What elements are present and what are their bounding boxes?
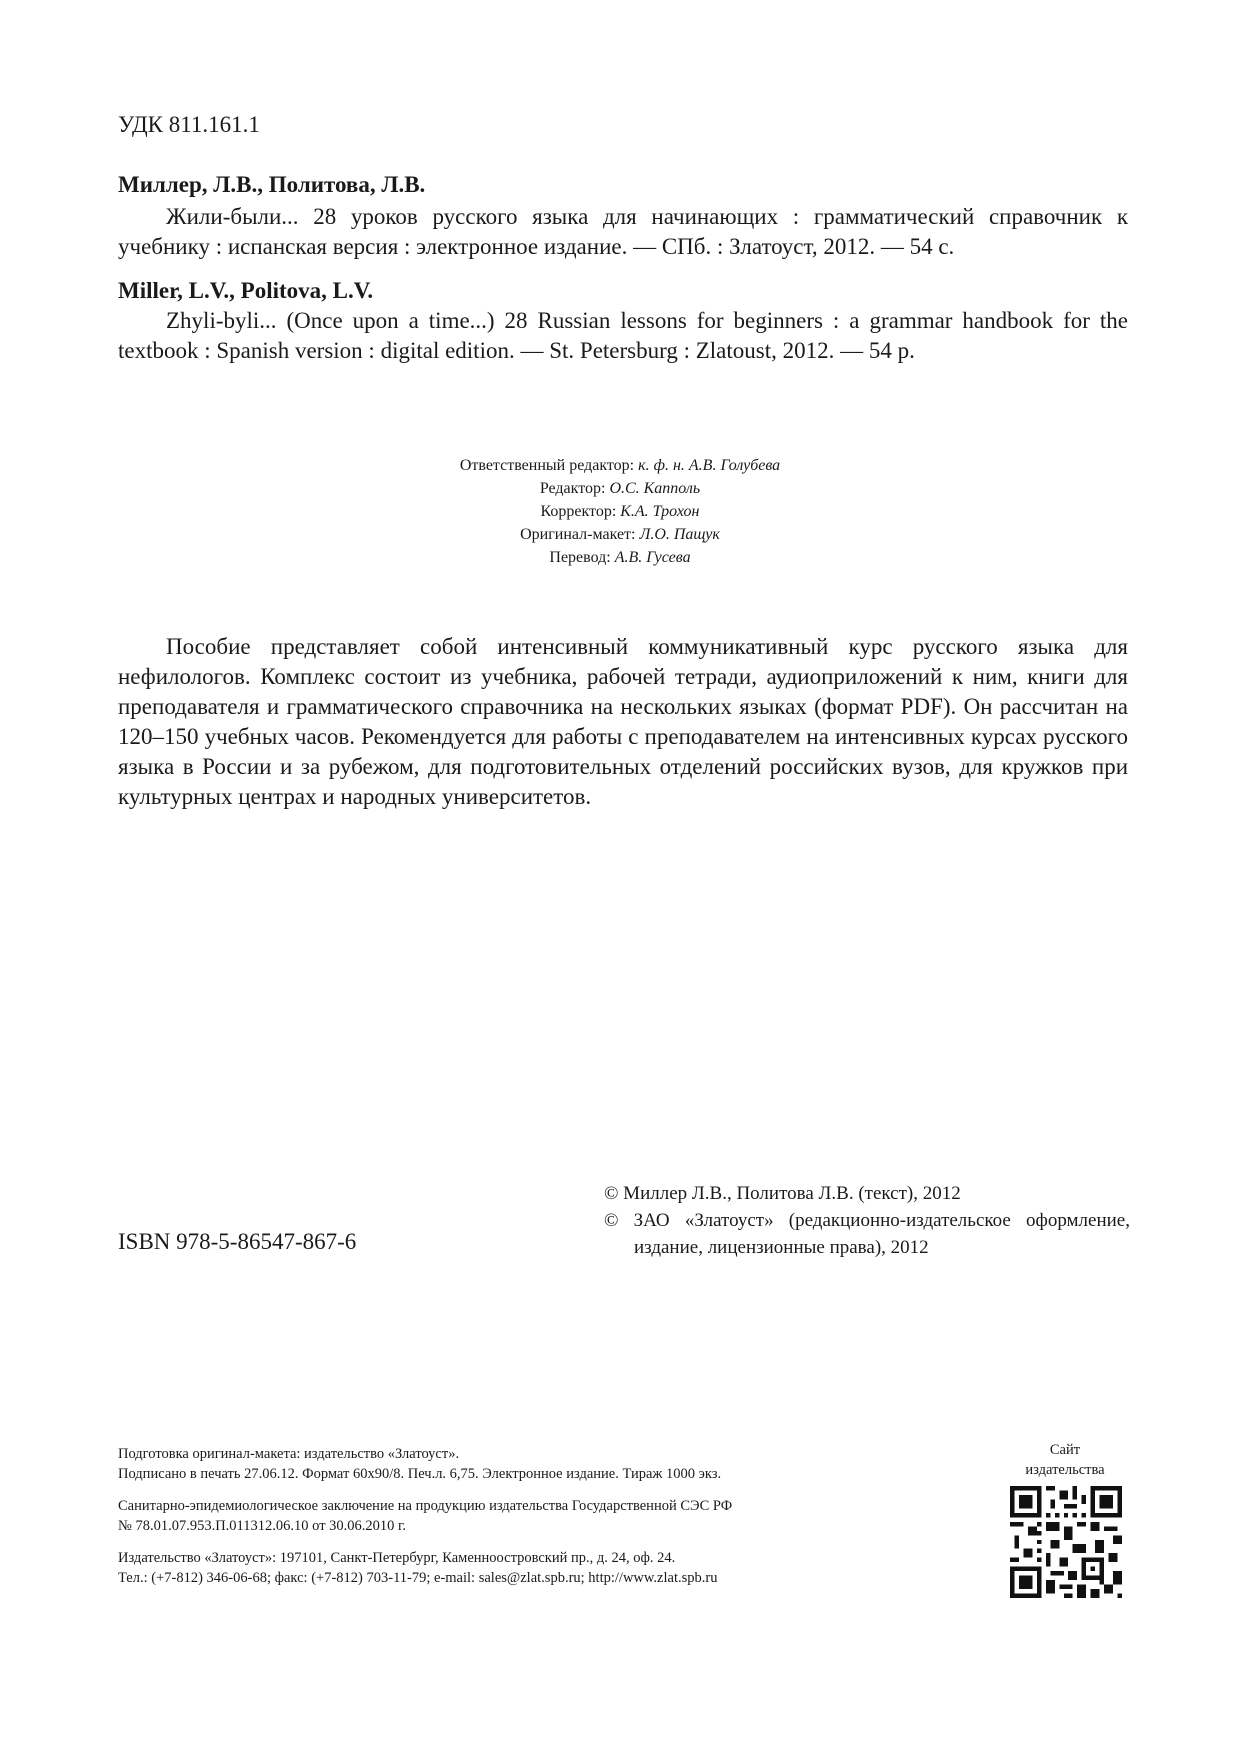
abstract-paragraph: Пособие представляет собой интенсивный коммуникативный курс русского языка для нефилологов. Комплекс состоит из учебника, рабочей тетради, аудиоприложений к ним, книги для преподавателя и грамматического справочника на нескольких языках (формат PDF). Он рассчитан на 120–150 учебных часов. Рекомендуется для работы с преподавателем на интенсивных курсах русского языка в России и за рубежом, для подготовительных отделений российских вузов, для кружков при культурных центрах и народных университетов. (118, 634, 1128, 809)
qr-code-icon[interactable] (1010, 1486, 1122, 1598)
imprint-address: Издательство «Златоуст»: 197101, Санкт-Петербург, Каменноостровский пр., д. 24, оф. 24. (118, 1550, 676, 1566)
authors-ru: Миллер, Л.В., Политова, Л.В. (118, 172, 426, 197)
credit-line: Корректор: К.А. Трохон (540, 503, 700, 520)
copyright-block (604, 1180, 1130, 1261)
credit-line: Оригинал-макет: Л.О. Пащук (520, 526, 720, 543)
bibliographic-entry-en: Zhyli-byli... (Once upon a time...) 28 Russian lessons for beginners : a grammar handbook for the textbook : Spanish version : digital edition. — St. Petersburg : Zlatoust, 2012. — 54 p. (118, 308, 1128, 363)
credits-block (330, 454, 910, 569)
imprint-sanitary-number: № 78.01.07.953.П.011312.06.10 от 30.06.2010 г. (118, 1518, 406, 1534)
udk-code: УДК 811.161.1 (118, 112, 260, 137)
imprint-signed: Подписано в печать 27.06.12. Формат 60x90/8. Печ.л. 6,75. Электронное издание. Тираж 1000 экз. (118, 1466, 722, 1482)
imprint-block (118, 1444, 958, 1600)
bibliographic-entry-ru: Жили-были... 28 уроков русского языка для начинающих : грамматический справочник к учебнику : испанская версия : электронное издание. — СПб. : Златоуст, 2012. — 54 с. (118, 204, 1128, 259)
imprint-sanitary: Санитарно-эпидемиологическое заключение на продукцию издательства Государственной СЭС РФ (118, 1498, 733, 1514)
authors-en: Miller, L.V., Politova, L.V. (118, 278, 374, 303)
credit-line: Ответственный редактор: к. ф. н. А.В. Голубева (459, 457, 781, 474)
copyright-line: © ЗАО «Златоуст» (редакционно-издательское оформление, издание, лицензионные права), 2012 (604, 1210, 1130, 1258)
isbn: ISBN 978-5-86547-867-6 (118, 1229, 357, 1254)
credit-line: Перевод: А.В. Гусева (549, 549, 691, 566)
publisher-site-label: Сайт издательства (1025, 1442, 1105, 1478)
copyright-line: © Миллер Л.В., Политова Л.В. (текст), 2012 (604, 1183, 961, 1204)
imprint-prep: Подготовка оригинал-макета: издательство «Златоуст». (118, 1446, 460, 1462)
imprint-contacts: Тел.: (+7-812) 346-06-68; факс: (+7-812) 703-11-79; e-mail: sales@zlat.spb.ru; http://www.zlat.spb.ru (118, 1570, 718, 1586)
credit-line: Редактор: О.С. Капполь (539, 480, 701, 497)
